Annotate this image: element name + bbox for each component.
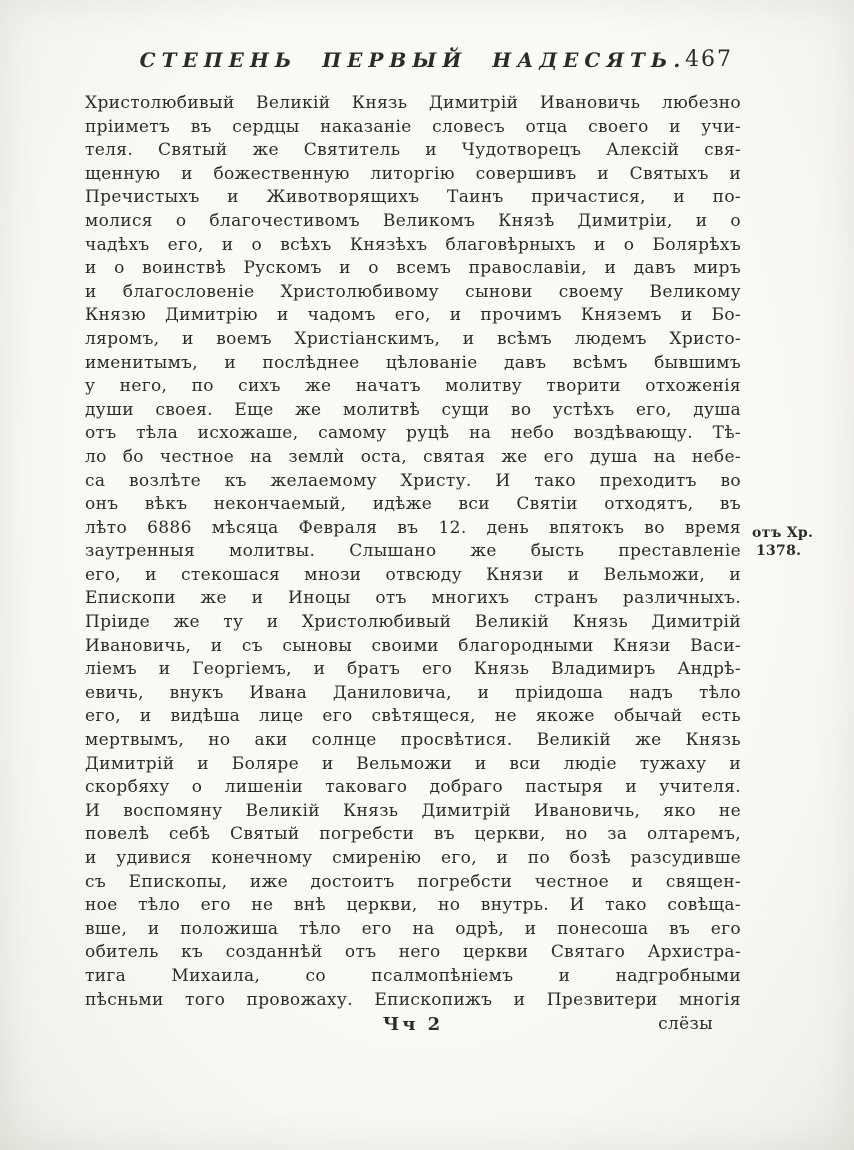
margin-note: [752, 524, 848, 560]
text-line: онъ вѣкъ некончаемый, идѣже вси Святіи отходятъ, въ: [85, 494, 741, 515]
catchword: слёзы: [658, 1014, 713, 1034]
text-line: съ Епископы, иже достоитъ погребсти честное и священ-: [85, 871, 741, 892]
text-line: пѣсньми того провожаху. Епископижъ и Презвитери многія: [85, 989, 741, 1010]
text-line: у него, по сихъ же начатъ молитву творити отхоженія: [85, 376, 741, 397]
page-footer: [85, 1014, 741, 1040]
text-line: заутренныя молитвы. Слышано же бысть преставленіе: [85, 541, 741, 562]
text-line: обитель къ созданнѣй отъ него церкви Святаго Архистра-: [85, 942, 741, 963]
text-line: его, и стекошася мнози отвсюду Князи и Вельможи, и: [85, 564, 741, 585]
text-line: именитымъ, и послѣднее цѣлованіе давъ всѣмъ бывшимъ: [85, 352, 741, 373]
text-line: его, и видѣша лице его свѣтящеся, не якоже обычай есть: [85, 706, 741, 727]
page-number: 467: [685, 47, 733, 72]
text-line: и благословеніе Христолюбивому сынови своему Великому: [85, 281, 741, 302]
text-line: пріиметъ въ сердцы наказаніе словесъ отца своего и учи-: [85, 116, 741, 137]
margin-note-year: 1378.: [756, 543, 802, 559]
text-line: са возлѣте къ желаемому Христу. И тако преходитъ во: [85, 470, 741, 491]
running-title: СТЕПЕНЬ ПЕРВЫЙ НАДЕСЯТЬ.: [139, 48, 687, 72]
text-line: И воспомяну Великій Князь Димитрій Ивановичь, яко не: [85, 800, 741, 821]
text-line: повелѣ себѣ Святый погребсти въ церкви, но за олтаремъ,: [85, 824, 741, 845]
text-line: и удивися конечному смиренію его, и по бозѣ разсудивше: [85, 848, 741, 868]
text-line: Епископи же и Иноцы отъ многихъ странъ различныхъ.: [85, 588, 741, 609]
text-line: ляромъ, и воемъ Христіанскимъ, и всѣмъ людемъ Христо-: [85, 328, 741, 349]
text-line: вше, и положиша тѣло его на одрѣ, и понесоша въ его: [85, 918, 741, 939]
text-line: евичь, внукъ Ивана Даниловича, и пріидоша надъ тѣло: [85, 682, 741, 703]
text-line: Пріиде же ту и Христолюбивый Великій Князь Димитрій: [85, 612, 741, 633]
text-line: Димитрій и Боляре и Вельможи и вси людіе тужаху и: [85, 753, 741, 774]
signature-mark: Чч 2: [382, 1014, 444, 1035]
text-line: и о воинствѣ Рускомъ и о всемъ православіи, и давъ миръ: [85, 258, 741, 279]
text-line: чадѣхъ его, и о всѣхъ Князѣхъ благовѣрныхъ и о Болярѣхъ: [85, 234, 741, 255]
text-line: отъ тѣла исхожаше, самому руцѣ на небо воздѣвающу. Тѣ-: [85, 423, 741, 444]
text-line: Христолюбивый Великій Князь Димитрій Ивановичь любезно: [85, 93, 741, 113]
page-header: [85, 48, 741, 74]
text-line: ное тѣло его не внѣ церкви, но внутрь. И тако совѣща-: [85, 895, 741, 916]
text-line: скорбяху о лишеніи таковаго добраго пастыря и учителя.: [85, 777, 741, 798]
text-line: души своея. Еще же молитвѣ сущи во устѣхъ его, душа: [85, 399, 741, 420]
text-line: тига Михаила, со псалмопѣніемъ и надгробными: [85, 965, 741, 986]
text-line: Князю Димитрію и чадомъ его, и прочимъ Княземъ и Бо-: [85, 305, 741, 326]
text-line: лѣто 6886 мѣсяца Февраля въ 12. день впятокъ во время: [85, 517, 741, 538]
text-line: Пречистыхъ и Животворящихъ Таинъ причастися, и по-: [85, 187, 741, 208]
text-line: щенную и божественную литоргію совершивъ и Святыхъ и: [85, 163, 741, 184]
text-line: Ивановичь, и съ сыновы своими благородными Князи Васи-: [85, 635, 741, 656]
text-line: мертвымъ, но аки солнце просвѣтися. Великій же Князь: [85, 730, 741, 751]
text-line: теля. Святый же Святитель и Чудотворецъ Алексій свя-: [85, 140, 741, 161]
body-text: [85, 92, 741, 1012]
margin-note-era: отъ Хр.: [752, 525, 814, 541]
text-line: ліемъ и Георгіемъ, и братъ его Князь Владимиръ Андрѣ-: [85, 659, 741, 680]
text-line: молися о благочестивомъ Великомъ Князѣ Димитріи, и о: [85, 210, 741, 231]
text-line: ло бо честное на землѝ оста, святая же его душа на небе-: [85, 446, 741, 467]
